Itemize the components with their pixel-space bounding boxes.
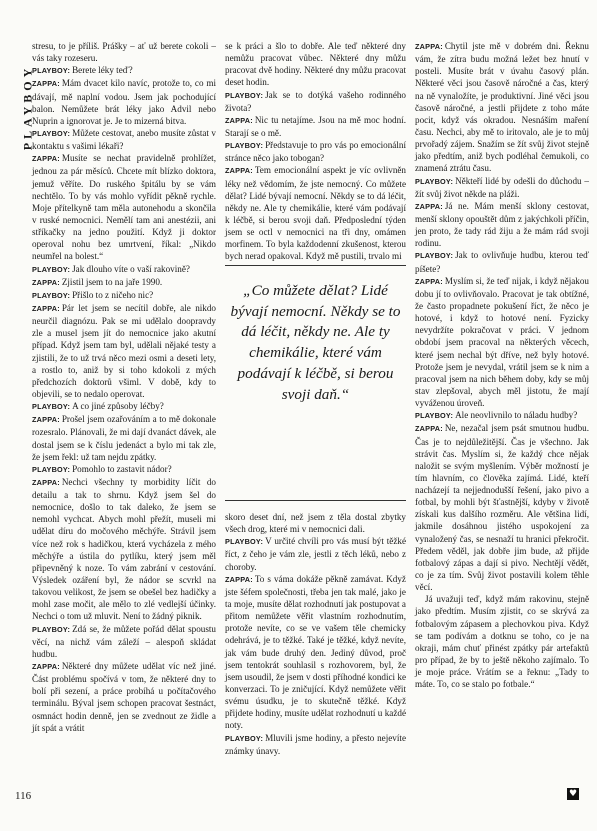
paragraph-text: Tem emocionální aspekt je víc ovlivněn léky než vědomím, že jste nemocný. Co můžete dělat? Lidé bývají nemocní. Někdy se to dá léčit, někdy ne. Ale ty chemikálie, které vám podávají k léčbě, si berou svoji daň. Předposlední týden jsem se octl v nemocnici na tři dny, omámen morfinem. To byla každodenní zkušenost, kterou bych nerad opakoval. Když mě pustili, trvalo mi xyxy=(225,165,406,262)
interview-paragraph xyxy=(225,139,406,164)
paragraph-text: Já uvažuji teď, když mám rakovinu, stejně jako předtím. Musím zjistit, co se skrývá za fotbalovým zápasem a plechovkou piva. Když se tam podívám a dotknu se toho, co je na okraji, mám chuť přinést zpátky pár artefaktů pro případ, že by to ještě někoho zajímalo. To je moje práce. Vrátím se a řeknu: „Tady to máte. To, co se stalo po fotbale.“ xyxy=(415,594,589,690)
interview-paragraph xyxy=(225,89,406,114)
paragraph-text: Musíte se nechat pravidelně prohlížet, jednou za pár měsíců. Chcete mít blízko doktora, jemuž věříte. Do ruského špitálu by se vám nechtělo. To by vás mohlo vyřídit pěkně rychle. Moje přítelkyně tam měla autonehodu a skončila v ruské nemocnici. Nemělí tam ani anestézii, ani stříkačky na jedno použití. Když ji doktor operoval nohu bez umrtvení, říkal: „Nikdo neumřel na bolest.“ xyxy=(32,153,216,262)
speaker-label: ZAPPA: xyxy=(32,477,60,487)
paragraph-text: Mám dvacet kilo navíc, protože to, co mi dávají, mě naplní vodou. Jsem jak pochodující balon. Nemůžete brát léky jako Advil nebo Nuprin a ignorovat je. Je to mizerná bitva. xyxy=(32,78,216,126)
interview-paragraph xyxy=(225,573,406,732)
speaker-label: PLAYBOY: xyxy=(415,251,454,261)
paragraph-text: Některé dny můžete udělat víc než jiné. Část problému spočívá v tom, že některé dny to bolí při sezení, a práce probíhá u počítačového terminálu. Býval jsem schopen pracovat šestnáct, osmnáct hodin denně, jen se zvednout ze židle a jít spát a vrátit xyxy=(32,661,216,733)
speaker-label: PLAYBOY: xyxy=(32,624,71,634)
interview-paragraph xyxy=(32,64,216,77)
paragraph-text: Jak to ovlivňuje hudbu, kterou teď píšete? xyxy=(415,250,589,274)
pull-quote-bottom-rule xyxy=(225,500,406,501)
paragraph-text: Zdá se, že můžete pořád dělat spoustu věcí, na nichž vám záleží – alespoň skládat hudbu. xyxy=(32,623,216,659)
interview-paragraph xyxy=(32,289,216,302)
interview-paragraph xyxy=(415,200,589,250)
speaker-label: ZAPPA: xyxy=(225,115,253,125)
speaker-label: PLAYBOY: xyxy=(225,141,264,151)
interview-paragraph xyxy=(32,660,216,734)
paragraph-text: Pár let jsem se necítil dobře, ale nikdo neurčil diagnózu. Pak se mi udělalo doopravdy zle a musel jsem jít do nemocnice jako akutní případ. Když jsem tam byl, udělali nějaké testy a zjistili, že to už trvá něco mezi osmi a deseti lety, a rostlo to, aniž by si toho kdokoli z mých předchozích doktorů všiml. V době, kdy to objevili, se to nedalo operovat. xyxy=(32,302,216,399)
pull-quote xyxy=(225,275,406,405)
speaker-label: ZAPPA: xyxy=(415,276,443,286)
interview-paragraph xyxy=(225,40,406,89)
interview-paragraph xyxy=(32,476,216,623)
interview-paragraph xyxy=(415,40,589,175)
paragraph-text: A co jiné způsoby léčby? xyxy=(72,401,164,412)
paragraph-text: Zjistil jsem to na jaře 1990. xyxy=(61,276,163,287)
interview-paragraph xyxy=(32,77,216,127)
text-column-2-continued xyxy=(225,511,406,757)
paragraph-text: Jak se to dotýká vašeho rodinného života? xyxy=(225,89,406,113)
interview-paragraph xyxy=(32,276,216,289)
speaker-label: ZAPPA: xyxy=(415,424,443,434)
paragraph-text: Ne, nezačal jsem psát smutnou hudbu. Čas je to nejdůležitější. Čas je všechno. Jak strávit čas. Myslím si, že každý chce nějak naložit se svým myšlením. Výběr možností je tím hlavním, co člověka zajímá. Lidé, kteří nacházejí ta nejjednodušší řešení, jako pivo a fotbal, by mohli být šťastnější, kdyby v životě získali kus dalšího rozměru. Ale většina lidí, jakmile dosáhnou jistého uspokojení za vynaložený čas, se nesnaží tu hranici překročit. Předem věděl, jak dobře jim bude, až přijde fotbalový zápas a dají si pivo. Nechtějí vědět, co je za tím. Svůj život postavili kolem těhle věcí. xyxy=(415,423,589,593)
interview-paragraph xyxy=(415,275,589,410)
paragraph-text: V určité chvíli pro vás musí být těžké říct, z čeho je vám zle, jestli z těch léků, nebo z choroby. xyxy=(225,536,406,572)
speaker-label: PLAYBOY: xyxy=(225,537,264,547)
interview-paragraph xyxy=(415,593,589,690)
speaker-label: PLAYBOY: xyxy=(32,128,71,138)
paragraph-text: Jak dlouho víte o vaší rakovině? xyxy=(72,263,190,274)
interview-paragraph xyxy=(32,413,216,463)
speaker-label: ZAPPA: xyxy=(225,574,253,584)
paragraph-text: stresu, to je příliš. Prášky – ať už berete cokoli – vás taky rozeseru. xyxy=(32,41,216,64)
paragraph-text: Můžete cestovat, anebo musíte zůstat v kontaktu s vašimi lékaři? xyxy=(32,127,216,152)
sidebar xyxy=(14,40,35,190)
interview-paragraph xyxy=(32,263,216,276)
interview-paragraph xyxy=(32,302,216,400)
speaker-label: PLAYBOY: xyxy=(415,411,454,421)
interview-paragraph xyxy=(32,152,216,262)
speaker-label: ZAPPA: xyxy=(32,662,60,672)
magazine-brand: PLAYBOY xyxy=(20,64,35,151)
paragraph-text: Prošel jsem ozařováním a to mě dokonale rozesralo. Plánovali, že mi dají dvanáct dávek, ale dostal jsem se k číslu jedenáct a bylo mi tak zle, že jsem řekl: už tam nejdu zpátky. xyxy=(32,414,216,462)
text-column-1 xyxy=(32,40,216,734)
speaker-label: PLAYBOY: xyxy=(225,90,264,100)
paragraph-text: skoro deset dní, než jsem z těla dostal zbytky všech drog, které mi v nemocnici dali. xyxy=(225,512,406,535)
text-column-2 xyxy=(225,40,406,263)
interview-paragraph xyxy=(32,623,216,660)
interview-paragraph xyxy=(415,422,589,593)
interview-paragraph xyxy=(415,249,589,274)
speaker-label: ZAPPA: xyxy=(32,79,60,89)
speaker-label: PLAYBOY: xyxy=(32,264,71,274)
interview-paragraph xyxy=(225,511,406,535)
paragraph-text: Nic tu netajíme. Jsou na mě moc hodní. Starají se o mě. xyxy=(225,114,406,138)
paragraph-text: Myslím si, že teď nijak, i když nějakou dobu jí to ovlivňovalo. Pracovat je tak obtížné, že často propadnete pokušení říct, že něco je hotové, i když to hotové není. Fyzicky nevydržíte pokračovat v práci. V jednom období jsem pracoval na některých věcech, které jsem nechal být dříve, než byly hotové. Protože jsem je nevydal, vrátil jsem se k nim a pracoval jsem na nich během doby, kdy se můj stav zlepšoval, abych měl jistotu, že mají vyváženou úroveň. xyxy=(415,275,589,409)
text-column-3 xyxy=(415,40,589,690)
speaker-label: PLAYBOY: xyxy=(32,66,71,76)
interview-paragraph xyxy=(225,535,406,572)
interview-paragraph xyxy=(32,400,216,413)
speaker-label: PLAYBOY: xyxy=(32,290,71,300)
paragraph-text: To s vámа dokáže pěkně zamávat. Když jste šéfem společnosti, třeba jen tak malé, jako je ta moje, musíte dělat rozhodnutí jak postupovat a přitom nemůžete věřit vlastním rozhodnutím, protože nevíte, co se ve vašem těle chemicky odehrává, je to těžké. Také je těžké, když nevíte, jak vám bude druhý den. Jediný důvod, proč jsem tentokrát souhlasil s rozhovorem, byl, že jsem usoudil, že jsem v dosti příhodné kondici ke konverzaci. To je zničující. Když nemůžete věřit svému úsudku, je to skutečně těžké. Když přijdete hodiny, musíte udělat rozhodnutí u každé noty. xyxy=(225,573,406,731)
speaker-label: ZAPPA: xyxy=(225,166,253,176)
speaker-label: ZAPPA: xyxy=(32,303,60,313)
pull-quote-text: „Co můžete dělat? Lidé bývají nemocní. Někdy se to dá léčit, někdy ne. Ale ty chemikálie, které vám podávají k léčbě, si berou svoji daň.“ xyxy=(230,282,401,403)
paragraph-text: Nechci všechny ty morbidity líčit do detailu a tak to shrnu. Když jsem šel do nemocnice, došlo to tak daleko, že jsem se nemohl vychcat. Abych mohl přežít, museli mi udělat díru do močového měchýře. Strávil jsem více než rok s hadičkou, která vycházela z mého měchýře a ústila do pytlíku, který jsem měl připevněný k noze. To vám zabrání v cestování. Výsledek ozáření byl, že nádor se scvrkl na takovou velikost, že jsem se obešel bez hadičky a mohl zase močit, ale mělo to zlé vedlejší účinky. Nechci o tom už mluvit. Není to žádný piknik. xyxy=(32,476,216,622)
paragraph-text: Někteří lidé by odešli do důchodu – žít svůj život někde na pláži. xyxy=(415,175,589,199)
paragraph-text: Přišlo to z ničeho nic? xyxy=(72,289,154,300)
paragraph-text: Chytil jste mě v dobrém dni. Řeknu vám, že zítra budu možná ležet bez hnutí v posteli. Musíte brát v úvahu časový plán. Některé věci jsou časově náročné a čas, který na ně vynaložíte, je produktivní. Jiné věci jsou časově náročné, a jestli přijdete z toho máte pocit, když vás okradou. Nesnáším maření času. Nechci, aby mě to iritovalo, ale je to můj prvořadý zájem. Snažím se žít svůj život stejně jako předtím, aniž bych podléhal čemukoli, co znamená ztrátu času. xyxy=(415,41,589,174)
paragraph-text: Představuje to pro vás po emocionální stránce něco jako tobogan? xyxy=(225,140,406,164)
interview-paragraph xyxy=(225,114,406,139)
pull-quote-top-rule xyxy=(225,265,406,266)
speaker-label: PLAYBOY: xyxy=(32,464,71,474)
paragraph-text: Pomohlo to zastavit nádor? xyxy=(72,463,172,474)
speaker-label: PLAYBOY: xyxy=(415,176,454,186)
speaker-label: PLAYBOY: xyxy=(225,733,264,743)
end-mark-icon: ♥ xyxy=(568,789,578,799)
speaker-label: ZAPPA: xyxy=(32,154,60,164)
page-number: 116 xyxy=(15,790,32,802)
interview-paragraph xyxy=(415,175,589,200)
speaker-label: ZAPPA: xyxy=(32,277,60,287)
speaker-label: ZAPPA: xyxy=(32,415,60,425)
paragraph-text: Ale neovlivnilo to náladu hudby? xyxy=(455,410,578,421)
paragraph-text: Berete léky teď? xyxy=(72,65,133,76)
interview-paragraph xyxy=(32,463,216,476)
interview-paragraph xyxy=(415,409,589,422)
paragraph-text: se k práci a šlo to dobře. Ale teď některé dny nemůžu pracovat vůbec. Některé dny můžu pracovat dvě hodiny. Některé dny můžu pracovat deset hodin. xyxy=(225,41,406,88)
interview-paragraph xyxy=(32,127,216,152)
paragraph-text: Mluvili jsme hodiny, a přesto nejevíte známky únavy. xyxy=(225,732,406,756)
interview-paragraph xyxy=(32,40,216,64)
speaker-label: ZAPPA: xyxy=(415,201,443,211)
interview-paragraph xyxy=(225,164,406,262)
speaker-label: PLAYBOY: xyxy=(32,402,71,412)
speaker-label: ZAPPA: xyxy=(415,42,443,51)
interview-paragraph xyxy=(225,732,406,757)
paragraph-text: Já ne. Mám menší sklony cestovat, menší sklony opouštět dům z jakýchkoli příčin, jen proto, že tady rád žiju a že mám rád svoji rodinu. xyxy=(415,200,589,249)
